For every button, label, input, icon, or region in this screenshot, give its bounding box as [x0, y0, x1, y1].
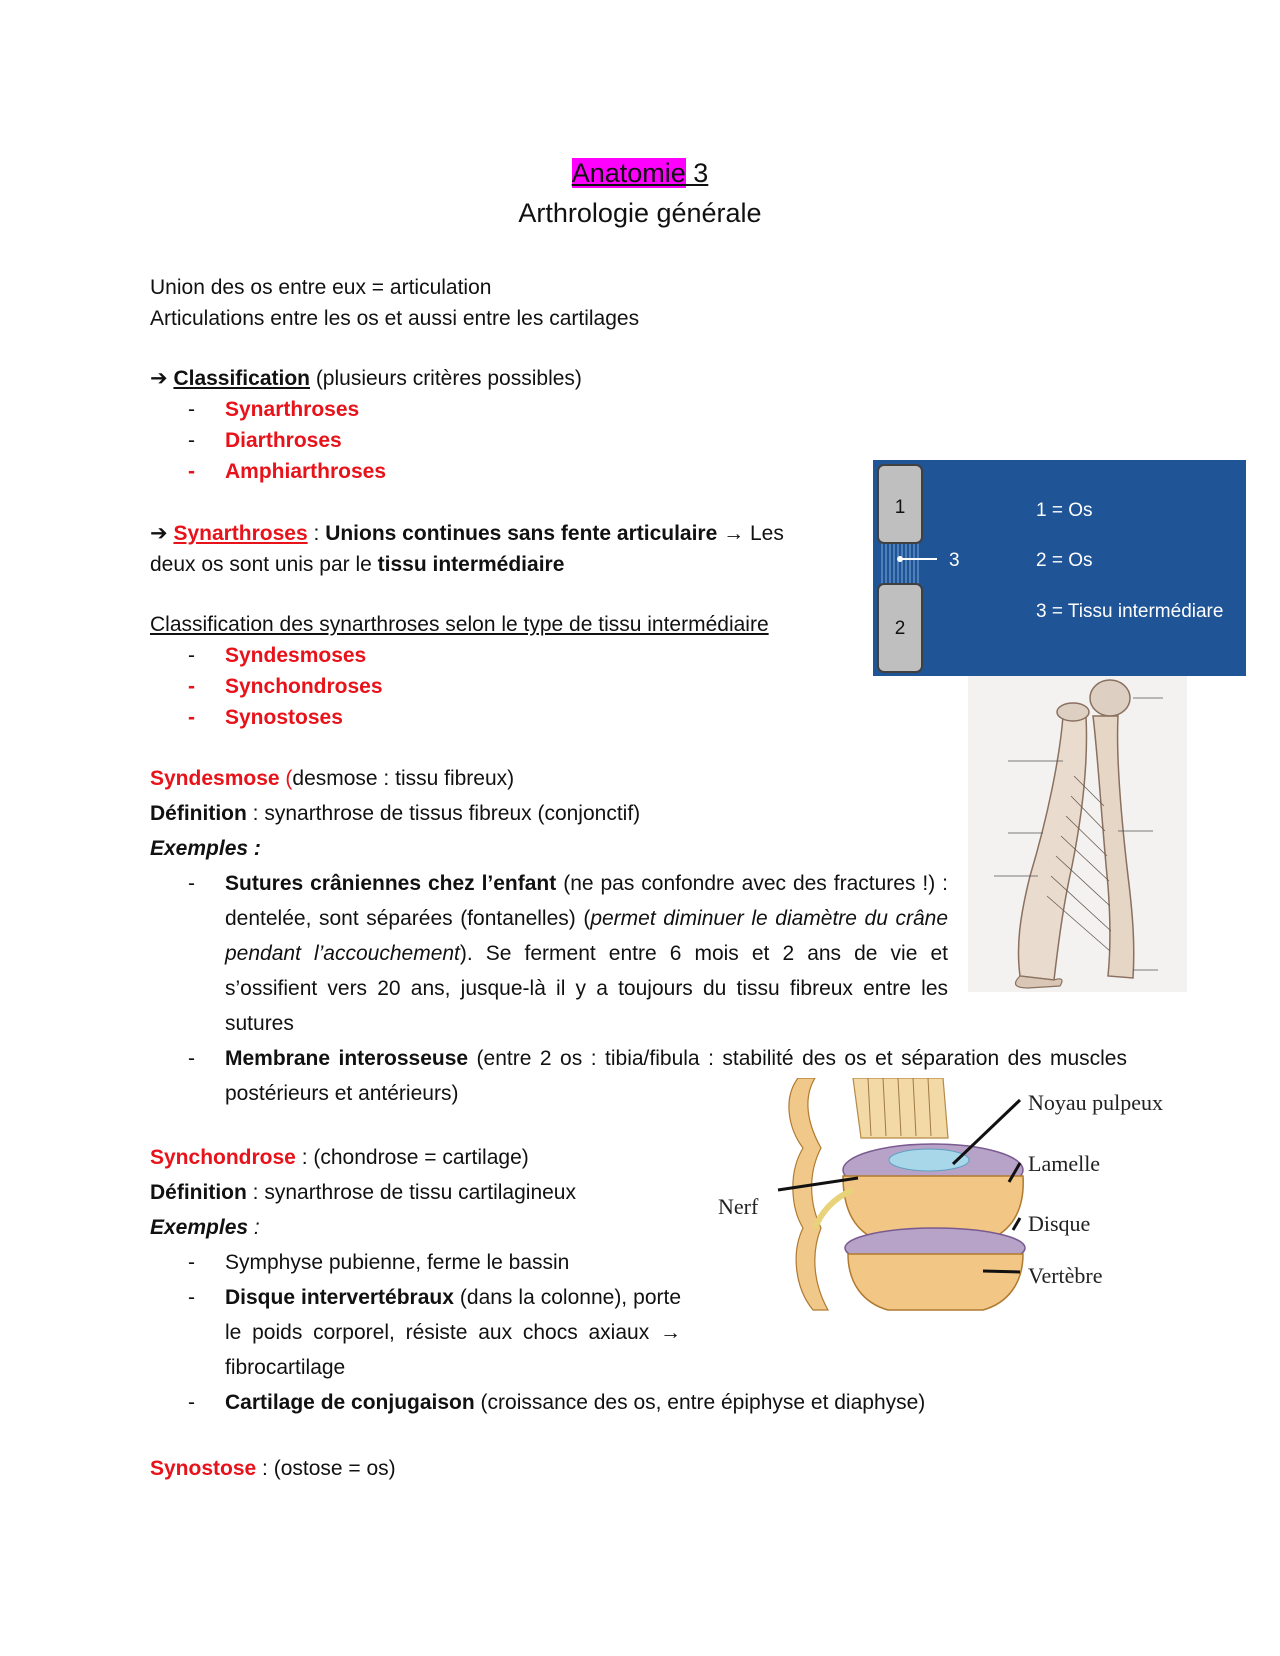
synarthroses-subheading: Classification des synarthroses selon le type de tissu intermédiaire	[150, 613, 769, 636]
synchondrose-example-1: Symphyse pubienne, ferme le bassin	[225, 1251, 570, 1274]
tissue-label: 3	[949, 550, 960, 571]
classification-heading: ➔ Classification (plusieurs critères possibles)	[150, 367, 582, 390]
list-item: Diarthroses	[225, 429, 342, 452]
syndesmose-heading: Syndesmose (desmose : tissu fibreux)	[150, 767, 515, 790]
syndesmose-example-1: Sutures crâniennes chez l’enfant (ne pas confondre avec des fractures !) : dentelée, sont séparées (fontanelles) (permet diminuer le diamètre du crâne pendant l’accouchement). Se ferment entre 6 mois et 2 ans de vie et s’ossifient vers 20 ans, jusque-là il y a toujours du tissu fibreux entre les sutures	[225, 872, 948, 1035]
title-highlight: Anatomie	[571, 158, 686, 188]
synarthrosis-diagram-svg	[873, 460, 1246, 676]
legend-tissu: 3 = Tissu intermédiare	[1036, 601, 1224, 622]
intervertebral-disc-svg	[703, 1078, 1216, 1320]
synarthroses-heading: ➔ Synarthroses : Unions continues sans fente articulaire → Les	[150, 522, 784, 545]
doc-subtitle: Arthrologie générale	[518, 198, 762, 228]
arrow-icon: ➔	[150, 367, 174, 390]
synchondrose-examples-label: Exemples :	[150, 1216, 260, 1239]
synchondrose-example-3: Cartilage de conjugaison (croissance des os, entre épiphyse et diaphyse)	[225, 1391, 926, 1414]
label-disque: Disque	[1028, 1211, 1091, 1236]
intervertebral-disc-illustration	[703, 1078, 1216, 1320]
doc-title	[0, 156, 1280, 190]
bullet-dash: -	[188, 1251, 195, 1274]
radius-head-shape	[1057, 703, 1089, 721]
legend-os-2: 2 = Os	[1036, 550, 1093, 571]
label-nerf: Nerf	[718, 1194, 759, 1219]
syndesmose-examples-label: Exemples :	[150, 837, 261, 860]
bullet-dash: -	[188, 675, 195, 698]
label-vertebre: Vertèbre	[1028, 1263, 1103, 1288]
synchondrose-example-2: Disque intervertébraux (dans la colonne), porte le poids corporel, résiste aux chocs axiaux → fibrocartilage	[225, 1286, 681, 1379]
synostose-heading: Synostose : (ostose = os)	[150, 1457, 396, 1480]
bullet-dash: -	[188, 644, 195, 667]
synarthroses-line-2: deux os sont unis par le tissu intermédiaire	[150, 553, 565, 576]
vertebral-body-2-shape	[848, 1254, 1023, 1310]
bone-1-label: 1	[894, 497, 906, 518]
forearm-bones-svg	[968, 676, 1187, 992]
synarthrosis-diagram	[873, 460, 1246, 676]
synchondrose-heading: Synchondrose : (chondrose = cartilage)	[150, 1146, 529, 1169]
forearm-bones-illustration	[968, 676, 1187, 992]
bullet-dash: -	[188, 872, 195, 895]
syndesmose-example-2: Membrane interosseuse (entre 2 os : tibia/fibula : stabilité des os et séparation des muscles postérieurs et antérieurs)	[225, 1047, 1127, 1105]
bullet-dash: -	[188, 460, 195, 483]
ulna-head-shape	[1090, 680, 1130, 716]
label-noyau-pulpeux: Noyau pulpeux	[1028, 1090, 1164, 1115]
label-lamelle: Lamelle	[1028, 1151, 1101, 1176]
legend-os-1: 1 = Os	[1036, 500, 1093, 521]
list-item: Synarthroses	[225, 398, 360, 421]
arrow-icon: ➔	[150, 522, 174, 545]
list-item: Synostoses	[225, 706, 343, 729]
bullet-dash: -	[188, 1286, 195, 1309]
intro-line-1: Union des os entre eux = articulation	[150, 276, 492, 299]
bullet-dash: -	[188, 1391, 195, 1414]
list-item: Synchondroses	[225, 675, 383, 698]
syndesmose-definition: Définition : synarthrose de tissus fibreux (conjonctif)	[150, 802, 641, 825]
title-number: 3	[685, 158, 709, 188]
bullet-dash: -	[188, 1047, 195, 1070]
intro-line-2: Articulations entre les os et aussi entre les cartilages	[150, 307, 640, 330]
bullet-dash: -	[188, 429, 195, 452]
bullet-dash: -	[188, 706, 195, 729]
bone-2-label: 2	[894, 618, 906, 639]
bullet-dash: -	[188, 398, 195, 421]
synchondrose-definition: Définition : synarthrose de tissu cartilagineux	[150, 1181, 576, 1204]
list-item: Amphiarthroses	[225, 460, 387, 483]
list-item: Syndesmoses	[225, 644, 367, 667]
